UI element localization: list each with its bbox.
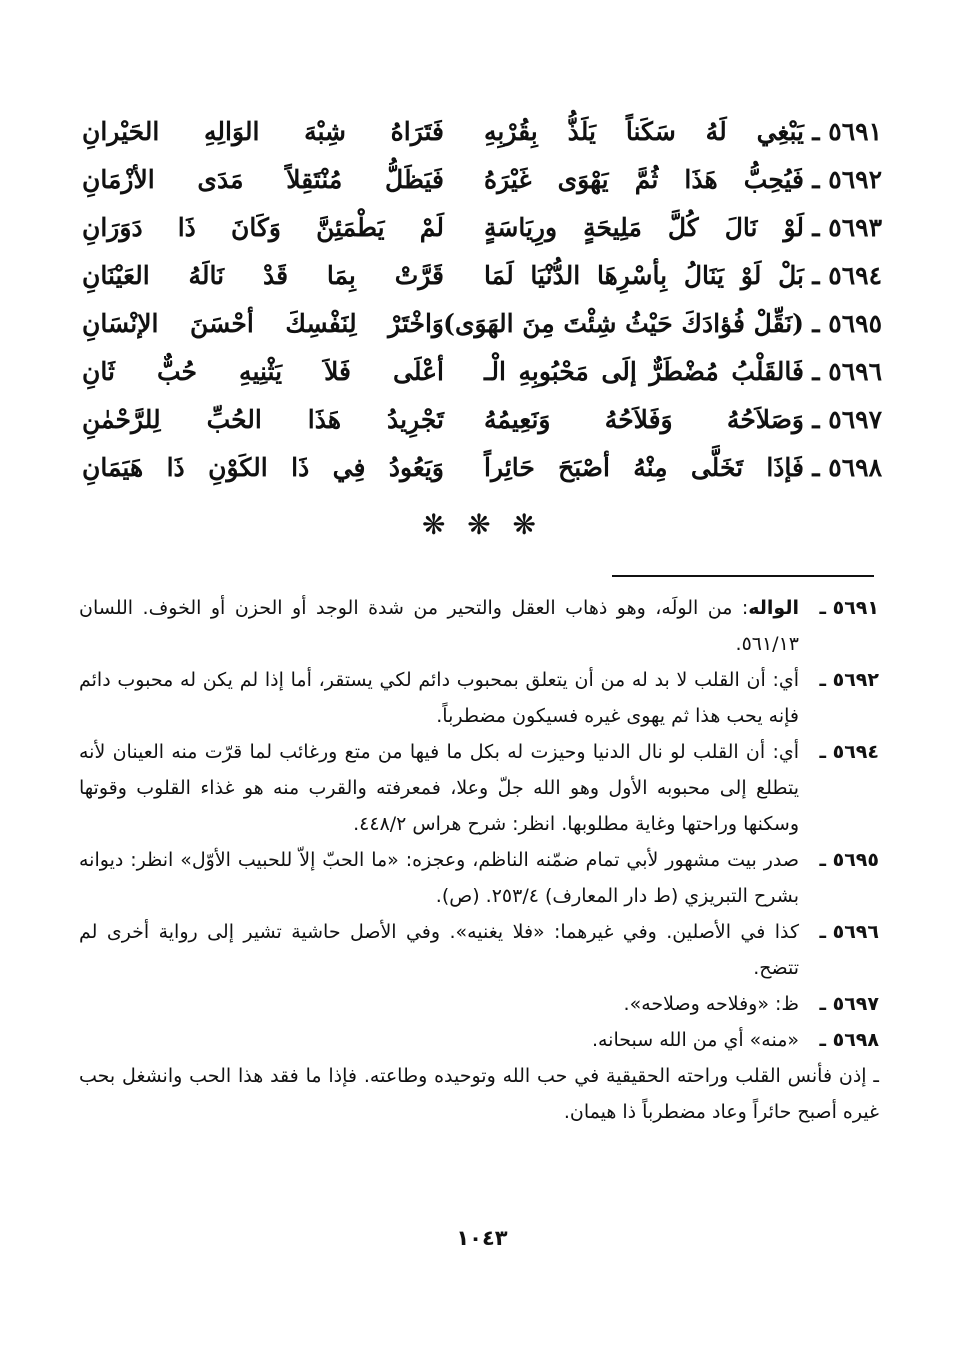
footnote-number: ٥٦٩١ ـ (819, 597, 879, 619)
footnote-number: ٥٦٩٢ ـ (819, 669, 879, 691)
verse-first-hemistich: لَوْ نَالَ كُلَّ مَلِيحَةٍ ورِيَاسَةٍ (484, 213, 804, 242)
footnote-body: أي: أن القلب لو نال الدنيا وحيزت له بكل ما فيها من متع ورغائب لما قرّت منه العينان لأنه يتطلع إلى محبوبه الأول وهو الله جلّ وعلا، فمعرفته والقرب منه هو غذاء القلوب وقوتها وسكنها وراحتها وغاية مطلوبها. انظر: شرح هراس ٤٤٨/٢. (79, 741, 799, 835)
page-number: ١٠٤٣ (456, 1226, 508, 1250)
verse-second-hemistich: قَرَّتْ بِمَا قَدْ نَالَهُ العَيْنَانِ (82, 261, 444, 290)
verse-first-hemistich: وَصَلاَحُهُ وَفَلاَحُهُ وَنَعِيمُهُ (484, 405, 804, 434)
verse-line (82, 300, 882, 348)
verse-number: ٥٦٩١ ـ (812, 117, 882, 146)
verse-second-hemistich: لَمْ يَطْمَئِنَّ وَكَانَ ذَا دَوَرَانِ (82, 213, 444, 242)
footnote-text (79, 590, 799, 662)
verse-first-hemistich: فَالقَلْبُ مُضْطَرٌّ إلَى مَحْبُوبِهِ الْـ (484, 357, 804, 386)
poem-block (82, 108, 882, 492)
footnote-body: : من الولَه، وهو ذهاب العقل والتحير من شدة الوجد أو الحزن أو الخوف. اللسان ٥٦١/١٣. (79, 597, 799, 655)
footnote-number: ٥٦٩٦ ـ (819, 921, 879, 943)
footnote (79, 590, 879, 662)
footnote-number: ٥٦٩٤ ـ (819, 741, 879, 763)
verse-number: ٥٦٩٣ ـ (812, 213, 882, 242)
footnote-continuation (79, 1058, 879, 1130)
section-separator: ❋ ❋ ❋ (422, 508, 542, 541)
verse-number: ٥٦٩٤ ـ (812, 261, 882, 290)
verse-line (82, 156, 882, 204)
footnote-body: ظ: «وفلاحه وصلاحه». (623, 993, 799, 1015)
footnote-body: صدر بيت مشهور لأبي تمام ضمّنه الناظم، وعجزه: «ما الحبّ إلاّ للحبيب الأوّل» انظر: ديوانه بشرح التبريزي (ط دار المعارف) ٢٥٣/٤. (ص). (79, 849, 799, 907)
footnotes-block (79, 590, 879, 1130)
verse-number: ٥٦٩٦ ـ (812, 357, 882, 386)
verse-number: ٥٦٩٨ ـ (812, 453, 882, 482)
verse-first-hemistich: فَيُحِبُّ هَذَا ثُمَّ يَهْوَى غَيْرَهُ (484, 165, 804, 194)
footnote-body: أي: أن القلب لا بد له من أن يتعلق بمحبوب دائم لكي يستقر، أما إذا لم يكن له محبوب دائم فإنه يحب هذا ثم يهوى غيره فسيكون مضطرباً. (79, 669, 799, 727)
footnote (79, 734, 879, 842)
footnote-body: كذا في الأصلين. وفي غيرهما: «فلا يغنيه». وفي الأصل حاشية تشير إلى رواية أخرى لم تتضح. (79, 921, 799, 979)
verse-second-hemistich: فَيَظَلُّ مُنْتَقِلاً مَدَى الأزْمَانِ (82, 165, 444, 194)
verse-first-hemistich: فَإذَا تَخَلَّى مِنْهُ أصْبَحَ حَائِراً (484, 453, 804, 482)
verse-line (82, 444, 882, 492)
verse-line (82, 108, 882, 156)
verse-second-hemistich: تَجْرِيدُ هَذَا الحُبِّ لِلرَّحْمٰنِ (82, 405, 444, 434)
footnote (79, 914, 879, 986)
verse-number: ٥٦٩٧ ـ (812, 405, 882, 434)
verse-second-hemistich: أعْلَى فَلاَ يَثْنِيهِ حُبٌّ ثَانِ (82, 357, 444, 386)
verse-first-hemistich: بَلْ لَوْ يَنَالُ بِأسْرِهَا الدُّنْيَا لَمَا (484, 261, 804, 290)
footnote (79, 842, 879, 914)
footnote (79, 1022, 879, 1058)
verse-number: ٥٦٩٢ ـ (812, 165, 882, 194)
footnote-body: «منه» أي من الله سبحانه. (591, 1029, 799, 1051)
verse-second-hemistich: فَتَرَاهُ شِبْهَ الوَالِهِ الحَيْرانِ (82, 117, 444, 146)
footnote-number: ٥٦٩٧ ـ (819, 993, 879, 1015)
verse-number: ٥٦٩٥ ـ (812, 309, 882, 338)
verse-second-hemistich: وَاخْتَرْ لِنَفْسِكَ أحْسَنَ الإنْسَانِ (82, 309, 444, 338)
verse-line (82, 348, 882, 396)
verse-line (82, 252, 882, 300)
verse-second-hemistich: وَيَعُودُ فِي ذَا الكَوْنِ ذَا هَيَمَانِ (82, 453, 444, 482)
footnote-keyword: الواله (748, 597, 799, 619)
footnote-body: ـ إذن فأنس القلب وراحته الحقيقية في حب الله وتوحيده وطاعته. فإذا ما فقد هذا الحب وانشغل بحب غيره أصبح حائراً وعاد مضطرباً ذا هيمان. (79, 1065, 879, 1123)
verse-line (82, 204, 882, 252)
verse-first-hemistich: يَبْغِي لَهُ سَكَناً يَلَذُّ بِقُرْبِهِ (484, 117, 804, 146)
footnote-divider (612, 575, 874, 577)
footnote (79, 986, 879, 1022)
verse-first-hemistich: (نَقِّلْ فُؤادَكَ حَيْثُ شِئْتَ مِنَ الهَوَى) (443, 309, 804, 338)
verse-line (82, 396, 882, 444)
footnote-number: ٥٦٩٨ ـ (819, 1029, 879, 1051)
footnote-number: ٥٦٩٥ ـ (819, 849, 879, 871)
footnote (79, 662, 879, 734)
